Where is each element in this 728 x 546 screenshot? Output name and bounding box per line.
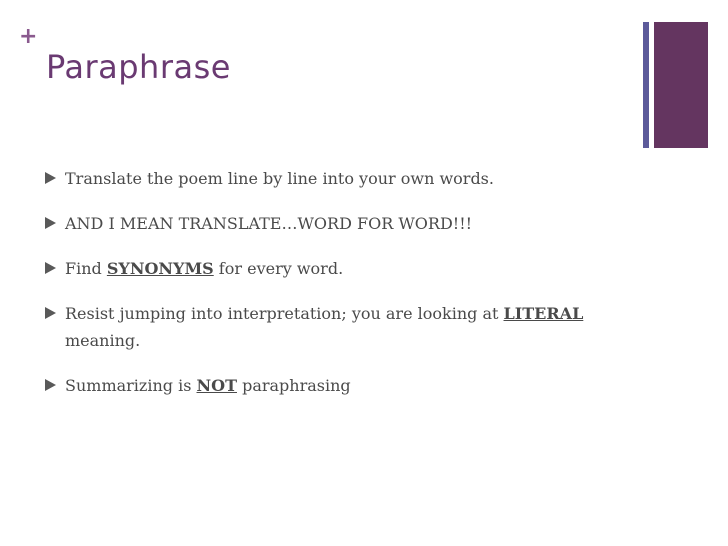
bullet-text-after: meaning. <box>65 331 141 350</box>
bullet-list <box>44 165 584 417</box>
bullet-triangle-icon <box>45 379 56 391</box>
bullet-item <box>44 165 584 192</box>
bullet-text-before: Find <box>65 259 107 278</box>
bullet-text-before: Resist jumping into interpretation; you are looking at <box>65 304 504 323</box>
bullet-item <box>44 300 584 354</box>
bullet-triangle-icon <box>45 307 56 319</box>
bullet-emphasis: NOT <box>196 376 237 395</box>
plus-icon: + <box>19 24 38 49</box>
bullet-item <box>44 210 584 237</box>
slide-title: Paraphrase <box>46 48 231 86</box>
bullet-triangle-icon <box>45 262 56 274</box>
bullet-text-after: paraphrasing <box>236 376 351 395</box>
bullet-text: Translate the poem line by line into your own words. <box>65 169 494 188</box>
bullet-item <box>44 372 584 399</box>
accent-bar-thin <box>643 22 649 148</box>
bullet-triangle-icon <box>45 172 56 184</box>
bullet-text-before: Summarizing is <box>65 376 197 395</box>
accent-bar-thick <box>654 22 708 148</box>
bullet-emphasis: LITERAL <box>503 304 584 323</box>
bullet-item <box>44 255 584 282</box>
bullet-text-after: for every word. <box>213 259 344 278</box>
bullet-text: AND I MEAN TRANSLATE…WORD FOR WORD!!! <box>65 214 473 233</box>
bullet-emphasis: SYNONYMS <box>106 259 214 278</box>
bullet-triangle-icon <box>45 217 56 229</box>
